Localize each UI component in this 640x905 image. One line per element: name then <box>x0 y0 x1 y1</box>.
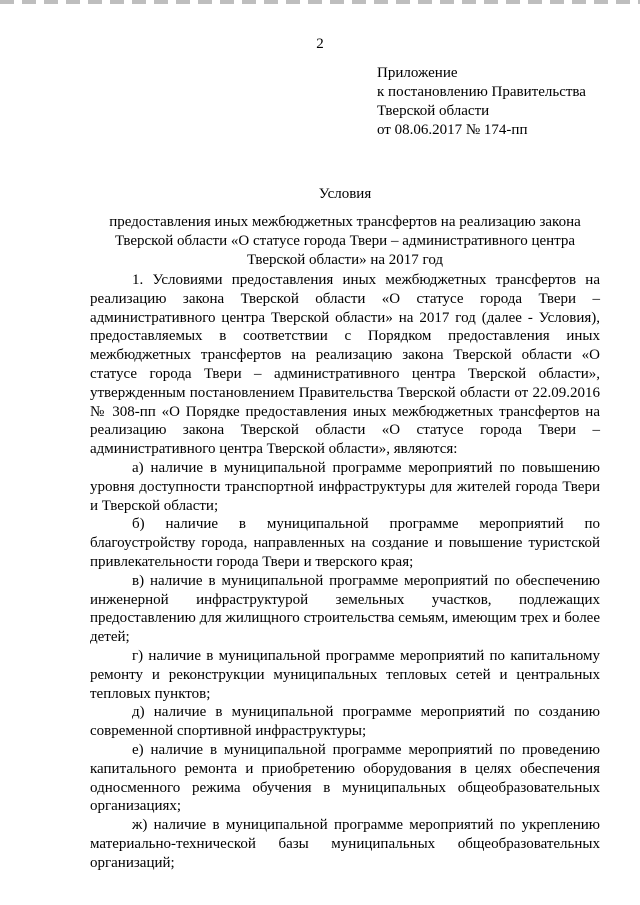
document-body <box>90 271 600 873</box>
item-e: е) наличие в муниципальной программе мероприятий по проведению капитального ремонта и приобретению оборудования в целях обеспечения односменного режима обучения в муниципальных общеобразовательных организациях; <box>90 741 600 815</box>
scan-edge-marks <box>0 0 640 4</box>
item-a: а) наличие в муниципальной программе мероприятий по повышению уровня доступности транспортной инфраструктуры для жителей города Твери и Тверской области; <box>90 459 600 514</box>
attachment-line: к постановлению Правительства <box>377 84 586 100</box>
item-zh: ж) наличие в муниципальной программе мероприятий по укреплению материально-технической базы муниципальных общеобразовательных организаций; <box>90 817 600 871</box>
document-title <box>90 185 600 270</box>
attachment-block <box>377 64 586 140</box>
item-b: б) наличие в муниципальной программе мероприятий по благоустройству города, направленных на создание и повышение туристской привлекательности города Твери и тверского края; <box>90 516 600 570</box>
title-line: Тверской области «О статусе города Твери – административного центра <box>114 233 576 249</box>
paragraph-1: 1. Условиями предоставления иных межбюджетных трансфертов на реализацию закона Тверской области «О статусе города Твери – административного центра Тверской области» на 2017 год (далее - Условия), предоставляемых в соответствии с Порядком предоставления иных межбюджетных трансфертов на реализацию закона Тверской области «О статусе города Твери – административного центра Тверской области», утвержденным постановлением Правительства Тверской области от 22.09.2016 № 308-пп «О Порядке предоставления иных межбюджетных трансфертов на реализацию закона Тверской области «О статусе города Твери – административного центра Тверской области», являются: <box>90 272 600 458</box>
item-v: в) наличие в муниципальной программе мероприятий по обеспечению инженерной инфраструктурой земельных участков, подлежащих предоставлению для жилищного строительства семьям, имеющим трех и более детей; <box>90 572 600 646</box>
attachment-line: Тверской области <box>377 103 490 119</box>
attachment-line: Приложение <box>377 65 458 81</box>
title-line: Тверской области» на 2017 год <box>246 252 444 268</box>
attachment-line: от 08.06.2017 № 174-пп <box>377 122 528 138</box>
title-heading: Условия <box>318 186 372 202</box>
item-d: д) наличие в муниципальной программе мероприятий по созданию современной спортивной инфраструктуры; <box>90 704 600 740</box>
page-number: 2 <box>316 36 324 52</box>
title-line: предоставления иных межбюджетных трансфертов на реализацию закона <box>109 214 581 230</box>
item-g: г) наличие в муниципальной программе мероприятий по капитальному ремонту и реконструкции муниципальных тепловых сетей и центральных тепловых пунктов; <box>90 647 600 702</box>
